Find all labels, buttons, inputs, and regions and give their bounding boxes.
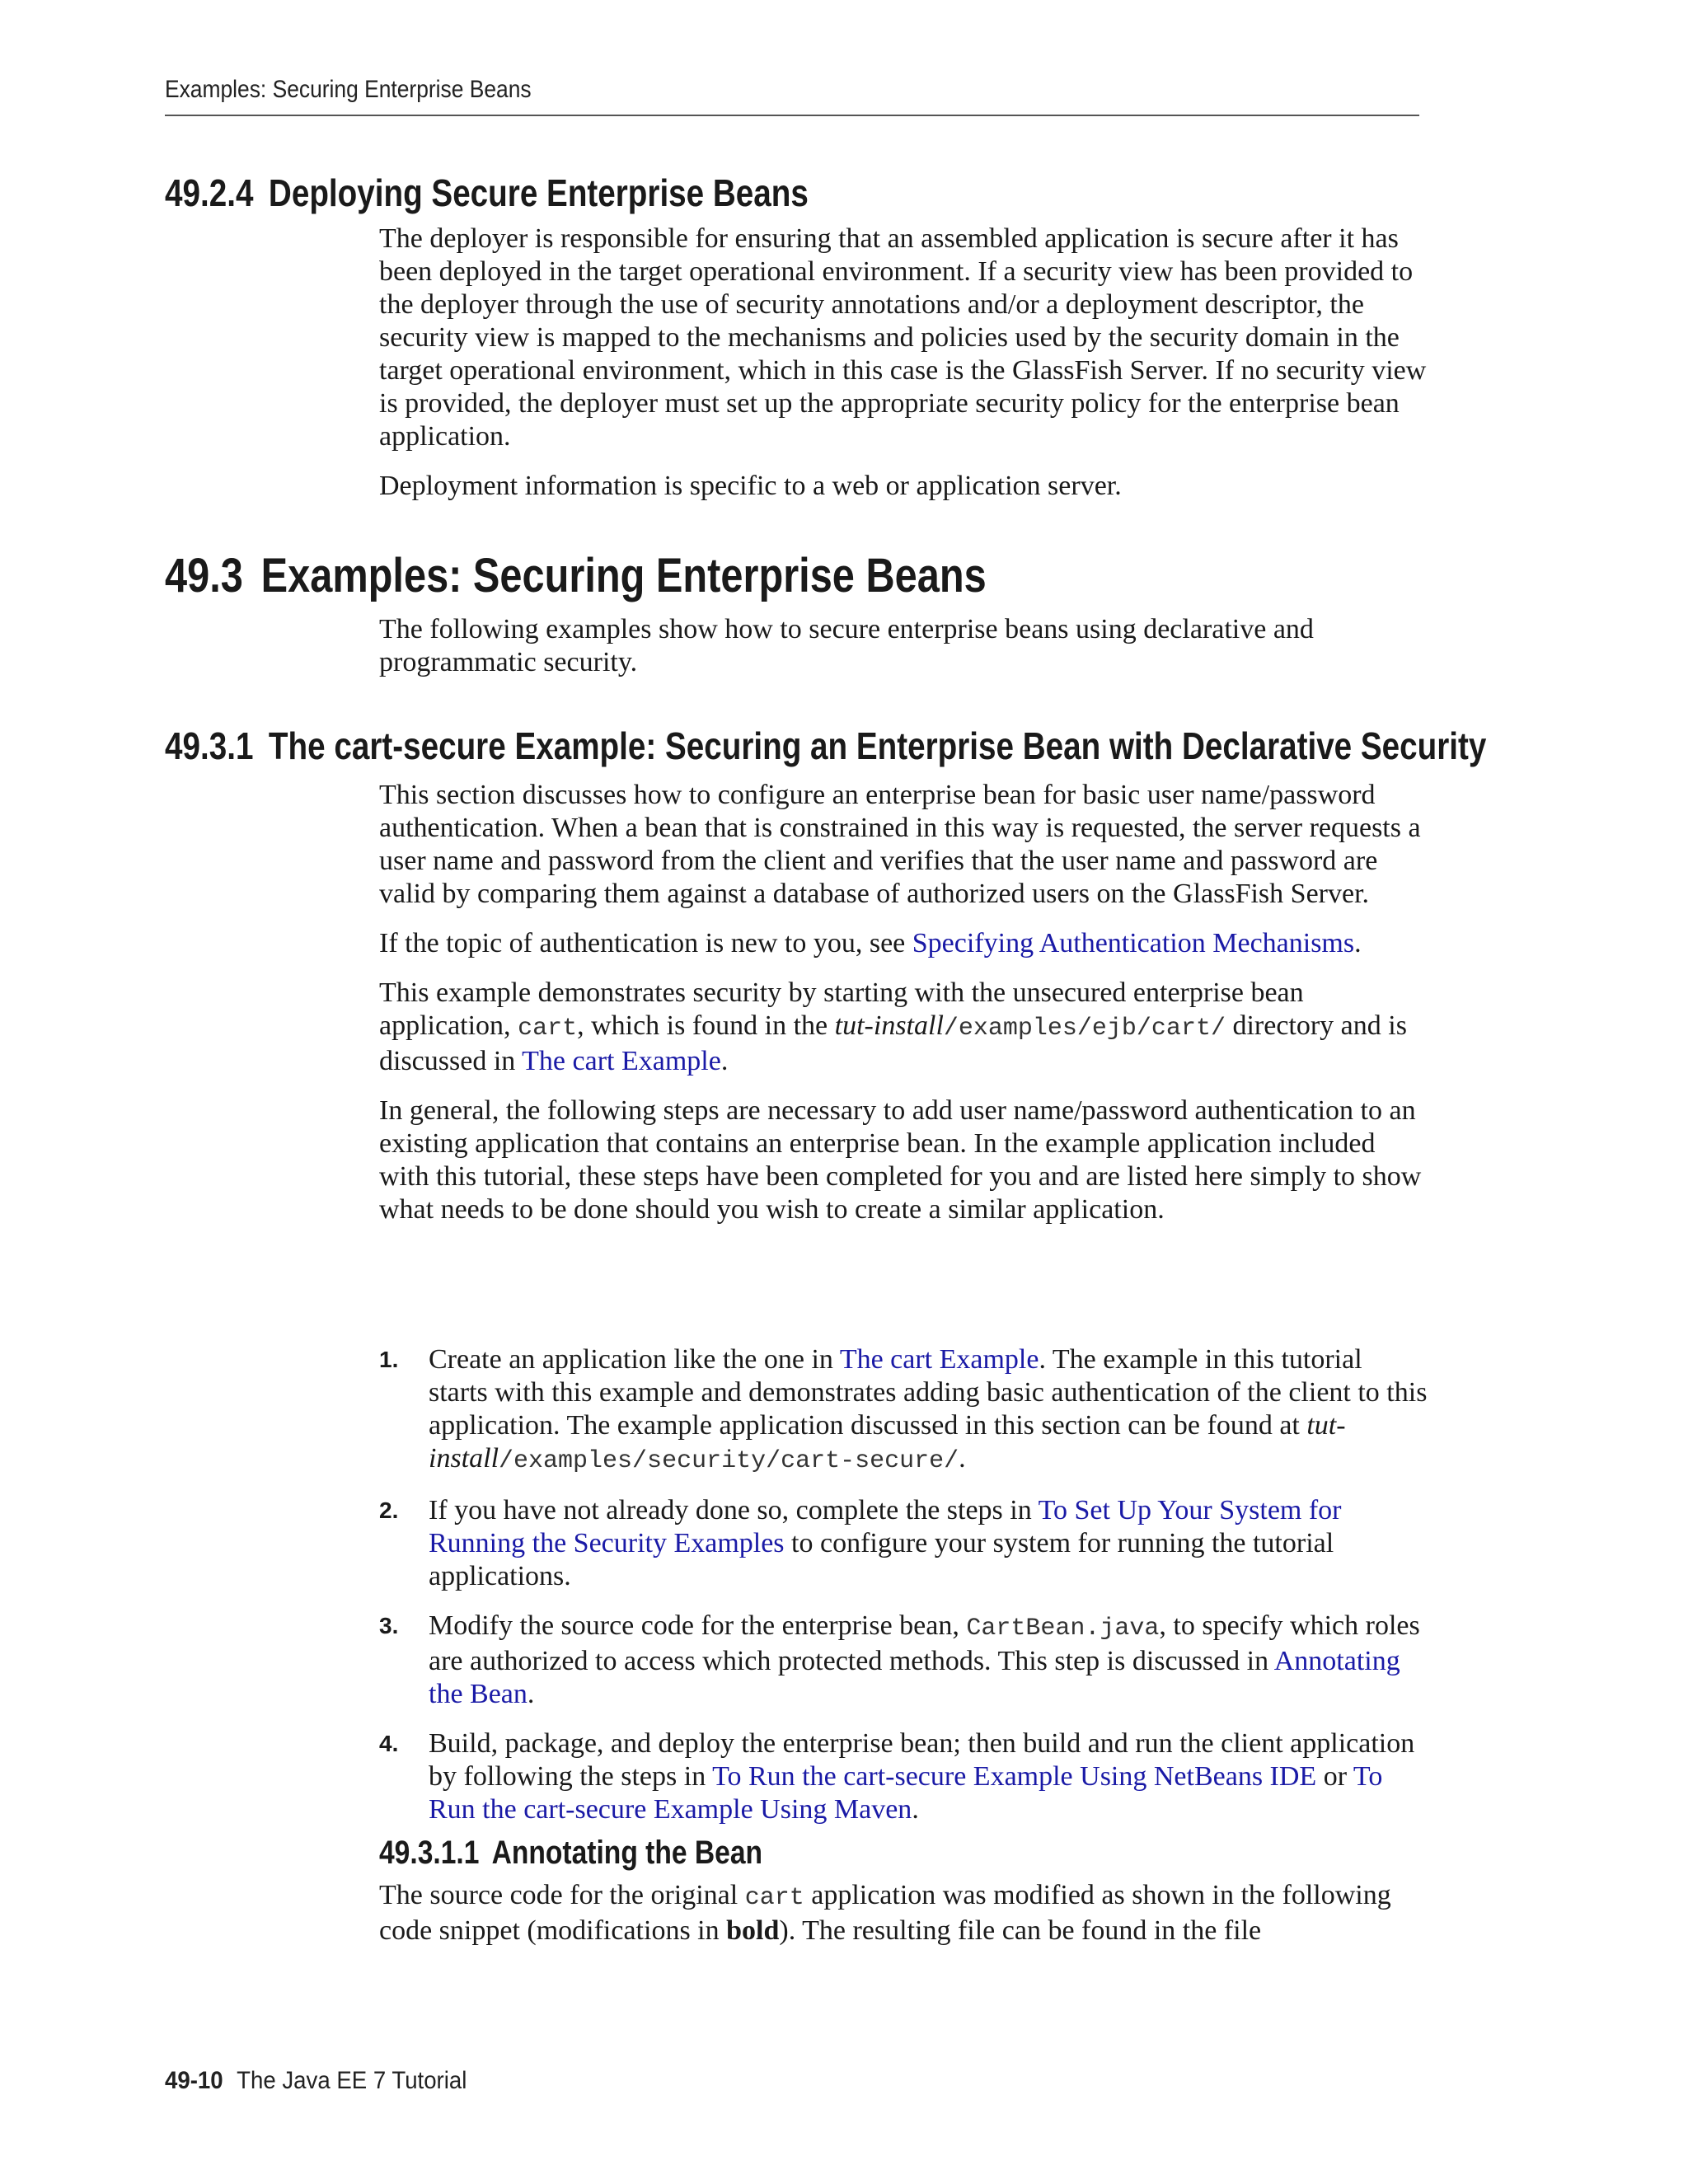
section-title: Deploying Secure Enterprise Beans: [268, 171, 809, 214]
section-number: 49.3.1: [165, 724, 254, 767]
link-run-netbeans[interactable]: To Run the cart-secure Example Using NetBeans IDE: [712, 1761, 1317, 1792]
section-body-49-3: [379, 613, 1428, 679]
list-item: 2. If you have not already done so, complete the steps in To Set Up Your System for Running the Security Examples to configure your system for running the tutorial applications.: [379, 1495, 1342, 1591]
link-the-cart-example[interactable]: The cart Example: [839, 1344, 1039, 1375]
code-cart: cart: [744, 1884, 804, 1912]
page-number: 49-10: [165, 2067, 223, 2094]
section-heading-49-3: [165, 548, 987, 603]
paragraph: The deployer is responsible for ensuring that an assembled application is secure after it has been deployed in the target operational environment. If a security view has been provided to the deployer through the use of security annotations and/or a deployment descriptor, the security view is mapped to the mechanisms and policies used by the security domain in the target operational environment, which in this case is the GlassFish Server. If no security view is provided, the deployer must set up the appropriate security policy for the enterprise bean application.: [379, 223, 1427, 452]
list-item: 3. Modify the source code for the enterprise bean, CartBean.java, to specify which roles are authorized to access which protected methods. This step is discussed in Annotating the Bean.: [379, 1610, 1420, 1709]
list-item: 4. Build, package, and deploy the enterprise bean; then build and run the client application by following the steps in To Run the cart-secure Example Using NetBeans IDE or To Run the cart-secure Example Using Maven.: [379, 1728, 1415, 1825]
step-number: 3.: [379, 1613, 399, 1638]
italic-tut-install: tut-install: [429, 1410, 1346, 1474]
code-path: /examples/ejb/cart/: [943, 1015, 1226, 1043]
section-number: 49.3: [165, 549, 243, 602]
link-the-cart-example[interactable]: The cart Example: [522, 1046, 721, 1076]
step-number: 1.: [379, 1347, 399, 1372]
page-footer: [165, 2067, 467, 2095]
paragraph: This section discusses how to configure an enterprise bean for basic user name/password authentication. When a bean that is constrained in this way is requested, the server requests a user name and password from the client and verifies that the user name and password are valid by comparing them against a database of authorized users on the GlassFish Server.: [379, 780, 1421, 909]
link-run-maven[interactable]: To Run the cart-secure Example Using Maven: [429, 1761, 1383, 1825]
header-divider: [165, 115, 1419, 116]
link-specifying-authentication-mechanisms[interactable]: Specifying Authentication Mechanisms: [912, 928, 1355, 958]
paragraph: Deployment information is specific to a web or application server.: [379, 471, 1122, 501]
section-body-49-2-4: [379, 223, 1428, 503]
code-cartbean: CartBean.java: [966, 1615, 1160, 1643]
running-header: Examples: Securing Enterprise Beans: [165, 76, 532, 103]
italic-tut-install: tut-install: [834, 1010, 944, 1041]
section-number: 49.2.4: [165, 171, 254, 214]
list-item: 1. Create an application like the one in The cart Example. The example in this tutorial starts with this example and demonstrates adding basic authentication of the client to this application. The example application discussed in this section can be found at tut-install/examples/security/cart-secure/.: [379, 1344, 1428, 1475]
paragraph: The following examples show how to secure enterprise beans using declarative and programmatic security.: [379, 614, 1314, 677]
section-title: The cart-secure Example: Securing an Enterprise Bean with Declarative Security: [268, 724, 1487, 767]
section-body-49-3-1-1: [379, 1879, 1428, 1947]
paragraph: The source code for the original cart application was modified as shown in the following code snippet (modifications in bold). The resulting file can be found in the file: [379, 1880, 1391, 1946]
link-annotating-the-bean[interactable]: Annotating the Bean: [429, 1646, 1400, 1709]
section-title: Annotating the Bean: [491, 1835, 763, 1871]
section-heading-49-3-1: [165, 724, 1486, 768]
paragraph: If the topic of authentication is new to you, see Specifying Authentication Mechanisms.: [379, 928, 1362, 958]
section-number: 49.3.1.1: [379, 1835, 480, 1871]
step-number: 2.: [379, 1497, 399, 1523]
step-number: 4.: [379, 1731, 399, 1756]
section-title: Examples: Securing Enterprise Beans: [260, 549, 987, 602]
paragraph: In general, the following steps are necessary to add user name/password authentication to an existing application that contains an enterprise bean. In the example application included with this tutorial, these steps have been completed for you and are listed here simply to show what needs to be done should you wish to create a similar application.: [379, 1095, 1422, 1225]
link-set-up-your-system[interactable]: To Set Up Your System for Running the Security Examples: [429, 1495, 1342, 1558]
section-body-49-3-1: [379, 779, 1428, 1226]
section-heading-49-3-1-1: [379, 1835, 762, 1872]
paragraph: This example demonstrates security by starting with the unsecured enterprise bean application, cart, which is found in the tut-install/examples/ejb/cart/ directory and is discussed in The cart Example.: [379, 977, 1407, 1076]
bold-word: bold: [726, 1915, 780, 1946]
book-title: The Java EE 7 Tutorial: [237, 2067, 467, 2094]
code-path: /examples/security/cart-secure/: [499, 1447, 959, 1475]
section-heading-49-2-4: [165, 171, 809, 215]
steps-list: [379, 1343, 1428, 1826]
code-cart: cart: [518, 1015, 578, 1043]
